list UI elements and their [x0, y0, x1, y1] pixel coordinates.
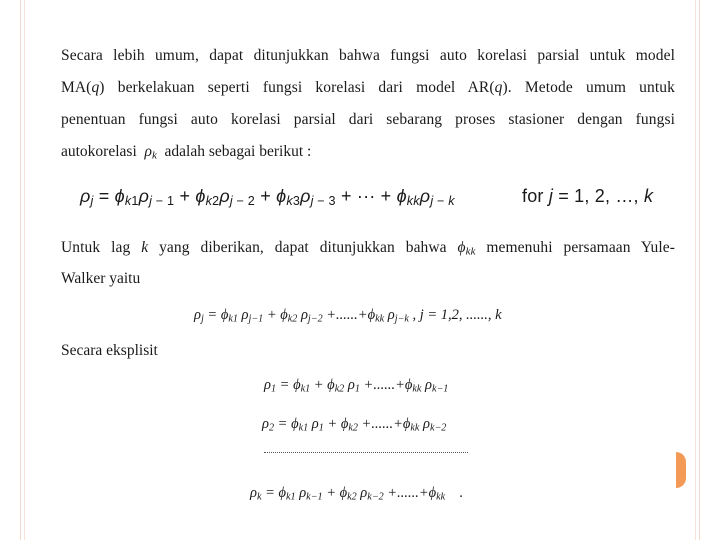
paragraph-1-text: autokorelasi: [61, 143, 137, 160]
explicit-label: Secara eksplisit: [61, 342, 158, 359]
paragraph-1-line-4: [61, 143, 311, 162]
slide-accent-tab: [676, 452, 686, 488]
equation-main: $\rho_j = \phi_{k1}\rho_j$ $_{- 1} + \phi_{k2}\rho_j$ $_{- 2} + \phi_{k3}\rho_j$ $_{- 3}$ + ··· + $\phi_{kk}\rho_j$ $_{- k}$: [80, 186, 455, 209]
dotted-separator: [264, 452, 468, 453]
frame-line-left: [24, 0, 25, 540]
paragraph-1-line-1: Secara lebih umum, dapat ditunjukkan bahwa fungsi auto korelasi parsial untuk model: [61, 47, 675, 64]
rho-k-symbol: $\rho_k$: [144, 143, 157, 162]
paragraph-1-line-3: penentuan fungsi auto korelasi parsial dari sebarang proses stasioner dengan fungsi: [61, 111, 675, 128]
equation-yule-walker: $\rho_j = \phi_{k1}$ $\rho_{j-1} + \phi_{k2}$ $\rho_{j-2} +......+\phi_{kk}$ $\rho_{j-k}$ , j = 1,2, ......, k: [194, 307, 502, 325]
paragraph-1-line-2: MA(q) berkelakuan seperti fungsi korelasi dari model AR(q). Metode umum untuk: [61, 79, 675, 96]
equation-range: for j = 1, 2, …, k: [522, 186, 654, 206]
frame-line-right: [695, 0, 696, 540]
paragraph-1-end: adalah sebagai berikut :: [164, 143, 312, 160]
equation-explicit-1: $\rho_1 = \phi_{k1} + \phi_{k2}$ $\rho_1 +......+\phi_{kk}$ $\rho_{k-1}$: [264, 377, 449, 395]
equation-explicit-2: $\rho_2 = \phi_{k1}$ $\rho_1 + \phi_{k2} +......+\phi_{kk}$ $\rho_{k-2}$: [262, 416, 447, 434]
equation-explicit-k: $\rho_k = \phi_{k1}$ $\rho_{k-1} + \phi_{k2}$ $\rho_{k-2} +......+\phi_{kk}$ .: [250, 485, 464, 503]
paragraph-2-line-1: Untuk lag k yang diberikan, dapat ditunjukkan bahwa $\phi_{kk}$ memenuhi persamaan Yule-: [61, 239, 676, 258]
paragraph-2-line-2: Walker yaitu: [61, 270, 141, 287]
